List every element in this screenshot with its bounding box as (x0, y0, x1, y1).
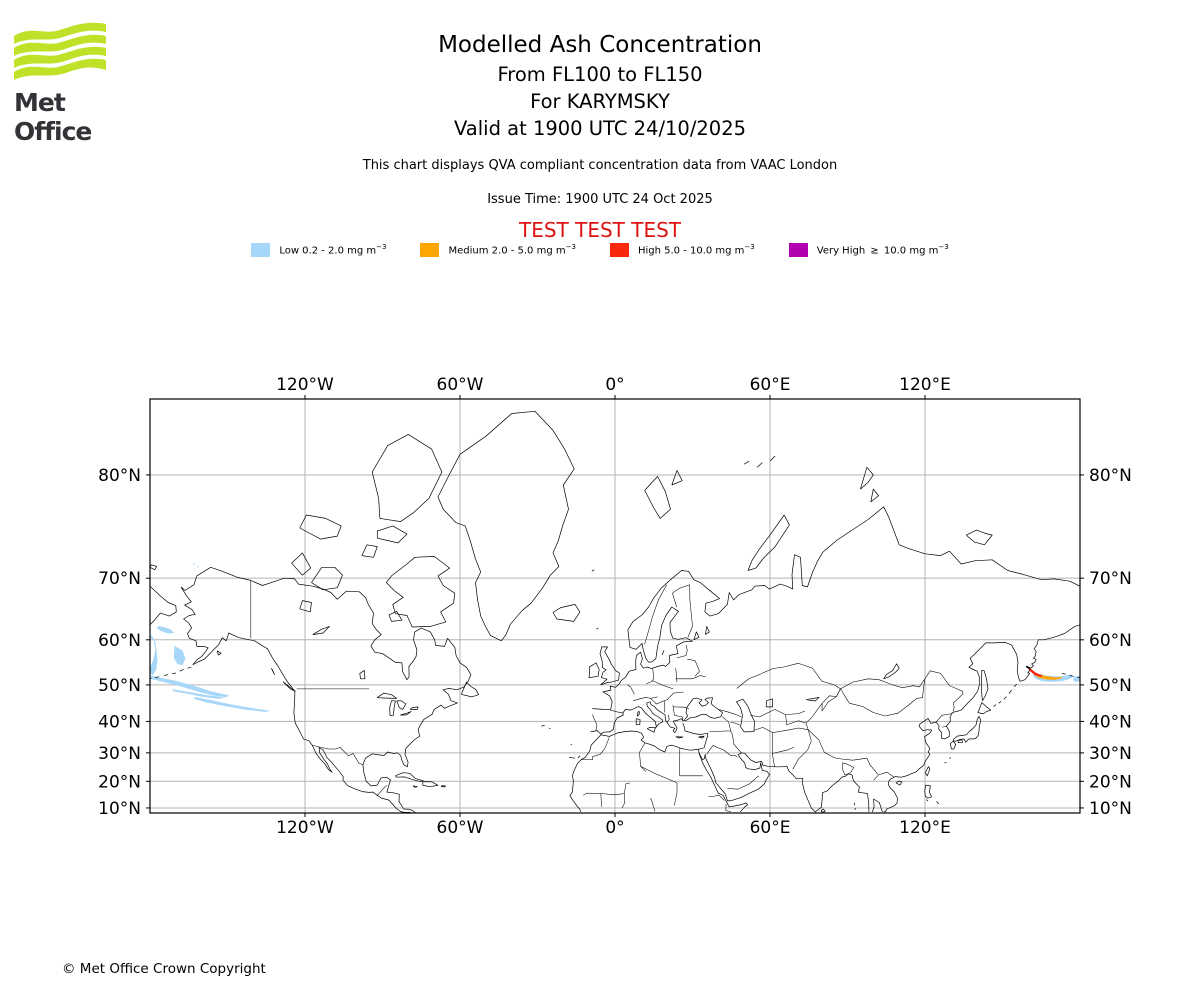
coastline (541, 725, 544, 726)
lat-tick-label-left: 10°N (98, 798, 141, 819)
coastline (662, 650, 664, 655)
coastline (1009, 690, 1012, 693)
country-border (676, 668, 677, 682)
country-border (593, 715, 597, 731)
coastline (400, 712, 411, 716)
country-border (925, 671, 963, 712)
lon-tick-label-top: 0° (605, 375, 625, 395)
coastline (441, 786, 445, 787)
coastline (860, 467, 873, 489)
country-border (645, 585, 667, 645)
coastline (1004, 697, 1007, 700)
qva-note: This chart displays QVA compliant concentration data from VAAC London (362, 158, 838, 173)
coastline (958, 740, 963, 743)
country-border (676, 676, 706, 679)
ash-area-source (1026, 666, 1030, 670)
coastline (300, 515, 341, 539)
country-border (631, 687, 635, 694)
lon-tick-label-top: 60°E (749, 375, 791, 395)
flight-level-subtitle: From FL100 to FL150 (497, 63, 703, 86)
coastline (150, 565, 157, 570)
coastline (438, 411, 574, 641)
coastline (600, 647, 619, 685)
lat-tick-label-right: 20°N (1089, 772, 1132, 793)
lat-tick-label-left: 40°N (98, 712, 141, 733)
country-border (793, 730, 812, 770)
coastline (944, 762, 946, 763)
coastline (966, 530, 992, 545)
coastline (390, 701, 396, 716)
coastline (744, 461, 749, 464)
lon-tick-label-bottom: 120°W (276, 818, 334, 838)
lon-tick-label-bottom: 60°E (749, 818, 791, 838)
coastline (926, 800, 928, 802)
country-border (716, 747, 738, 757)
coastline (313, 626, 330, 634)
lat-tick-label-left: 60°N (98, 630, 141, 651)
issue-time: Issue Time: 1900 UTC 24 Oct 2025 (487, 192, 713, 207)
ash-area-low (174, 646, 186, 665)
coastline (596, 628, 598, 629)
coastline (377, 693, 397, 698)
lat-tick-label-right: 30°N (1089, 743, 1132, 764)
lat-tick-label-right: 50°N (1089, 675, 1132, 696)
lat-tick-label-right: 70°N (1089, 569, 1132, 590)
coastline (806, 697, 819, 701)
lon-tick-label-top: 120°W (276, 375, 334, 395)
coastline (637, 711, 639, 716)
country-border (674, 783, 677, 806)
country-border (808, 730, 867, 761)
coastline (180, 670, 184, 672)
country-border (751, 709, 805, 717)
ash-area-low (150, 635, 158, 675)
lat-tick-label-left: 80°N (98, 465, 141, 486)
lat-tick-label-left: 50°N (98, 675, 141, 696)
coastline (164, 675, 168, 676)
coastline (871, 489, 879, 502)
country-border (377, 785, 387, 796)
country-border (867, 758, 878, 774)
coastline (999, 701, 1002, 703)
coastline (694, 632, 699, 640)
coastline (578, 756, 580, 758)
country-border (687, 659, 699, 676)
country-border (708, 795, 724, 800)
coastline (672, 470, 682, 485)
country-border (583, 793, 601, 807)
lat-tick-label-left: 70°N (98, 569, 141, 590)
country-border (664, 701, 665, 713)
coastline (676, 737, 683, 738)
test-banner: TEST TEST TEST (518, 218, 681, 242)
coastline (150, 586, 176, 625)
coastline (748, 515, 789, 571)
country-border (822, 689, 849, 711)
ash-area-low (193, 563, 195, 566)
lat-tick-label-right: 10°N (1089, 798, 1132, 819)
coastline (925, 785, 932, 798)
legend-label: Very High ≥ 10.0 mg $m^{-3}$ (816, 243, 949, 257)
coastline (386, 556, 454, 627)
coastline (821, 809, 825, 812)
country-border (672, 585, 689, 607)
coastline (766, 699, 773, 707)
coastline (410, 707, 418, 710)
country-border (688, 585, 693, 637)
coastline (360, 670, 365, 678)
coastline (699, 753, 748, 812)
copyright-text: © Met Office Crown Copyright (62, 961, 266, 977)
coastline (413, 786, 417, 788)
country-border (841, 679, 925, 689)
coastline (592, 570, 595, 572)
legend-label: High 5.0 - 10.0 mg $m^{-3}$ (637, 243, 755, 257)
country-border (773, 730, 787, 732)
coastline (172, 673, 176, 674)
coastline (589, 663, 599, 678)
coastline (553, 604, 580, 621)
lat-tick-label-left: 30°N (98, 743, 141, 764)
valid-time-subtitle: Valid at 1900 UTC 24/10/2025 (453, 117, 747, 140)
country-border (610, 710, 623, 713)
coastline (377, 526, 407, 543)
met-office-logo-text: Met Office (14, 88, 92, 146)
coastline (395, 773, 423, 782)
country-border (822, 685, 841, 711)
country-border (731, 731, 742, 753)
country-border (650, 798, 655, 811)
coastline (645, 476, 671, 518)
coastline (647, 727, 655, 732)
lon-tick-label-bottom: 60°W (436, 818, 484, 838)
legend-label: Medium 2.0 - 5.0 mg $m^{-3}$ (448, 243, 576, 257)
lon-tick-label-top: 120°E (899, 375, 951, 395)
coastline (925, 767, 930, 776)
coastline (397, 701, 406, 710)
volcano-subtitle: For KARYMSKY (530, 90, 670, 113)
country-border (633, 697, 658, 701)
coastline (362, 545, 378, 558)
country-border (641, 766, 677, 783)
country-border (787, 728, 808, 730)
legend-label: Low 0.2 - 2.0 mg $m^{-3}$ (279, 243, 387, 257)
lat-tick-label-right: 40°N (1089, 712, 1132, 733)
coastline (569, 757, 575, 758)
ash-area-low (157, 626, 175, 634)
coastline (872, 799, 882, 812)
country-border (772, 733, 774, 768)
coastline (181, 567, 471, 813)
country-border (622, 794, 625, 809)
coastline (188, 667, 192, 668)
coastline (950, 757, 951, 759)
country-border (710, 717, 731, 732)
country-border (786, 715, 806, 725)
coastline (757, 463, 762, 468)
country-border (652, 668, 654, 681)
coastline (1062, 673, 1066, 674)
lat-tick-label-left: 20°N (98, 772, 141, 793)
coastline (292, 553, 311, 575)
lat-tick-label-right: 60°N (1089, 630, 1132, 651)
country-border (650, 692, 683, 704)
coastline (884, 625, 1080, 812)
coastline (770, 456, 775, 461)
coastline (981, 670, 988, 700)
coastline (884, 664, 900, 679)
coastline (300, 601, 312, 612)
lon-tick-label-top: 60°W (436, 375, 484, 395)
coastline (283, 682, 295, 692)
coastline (978, 703, 991, 714)
lon-tick-label-bottom: 0° (605, 818, 625, 838)
country-border (727, 776, 758, 789)
coastline (953, 716, 981, 742)
coastline (423, 782, 438, 787)
country-border (731, 722, 740, 725)
country-border (806, 703, 822, 730)
coastline (950, 741, 955, 749)
ash-area-low (194, 697, 270, 712)
lat-tick-label-right: 80°N (1089, 465, 1132, 486)
coastline (705, 626, 709, 634)
coastline (461, 682, 478, 697)
country-border (843, 763, 854, 775)
lon-tick-label-bottom: 120°E (899, 818, 951, 838)
country-border (718, 709, 741, 717)
country-border (677, 645, 687, 658)
coastline (372, 434, 442, 521)
page-title: Modelled Ash Concentration (438, 32, 762, 58)
coastline (994, 705, 997, 707)
coastline (698, 736, 704, 738)
coastline (592, 507, 1080, 710)
coastline (217, 651, 221, 655)
map-interior (150, 399, 1080, 813)
ash-area-low (197, 566, 199, 568)
coastline (271, 668, 274, 675)
ash-area-low (1073, 676, 1080, 682)
coastline (937, 801, 939, 804)
coastline (591, 698, 723, 735)
